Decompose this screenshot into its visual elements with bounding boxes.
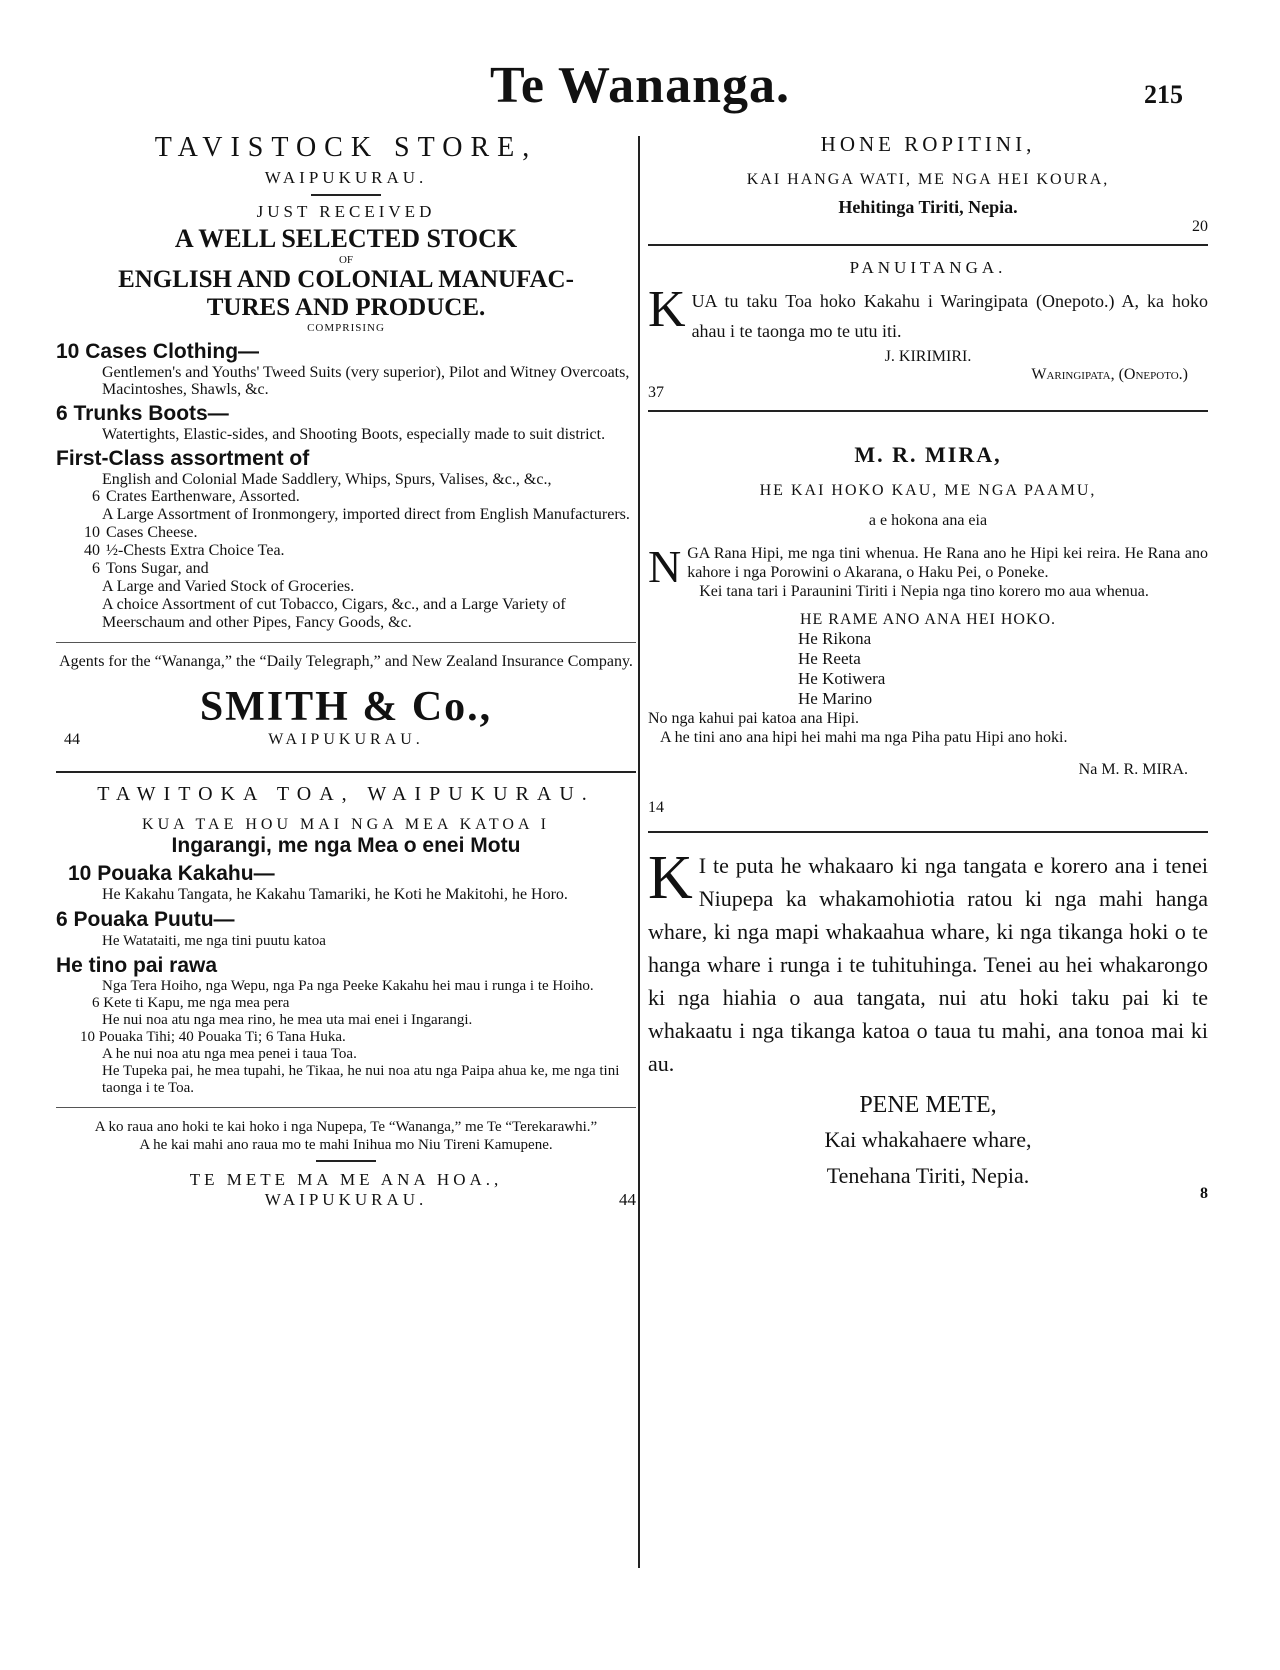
list-item: 10 Pouaka Tihi; 40 Pouaka Ti; 6 Tana Huka. [80,1029,346,1045]
masthead-title: Te Wananga. [489,57,791,114]
notice-body: KUA tu taku Toa hoko Kakahu i Waringipata (Onepoto.) A, ka hoko ahau i te taonga mo te utu iti. [648,281,1208,341]
tavistock-advert [56,132,636,753]
signature: J. KIRIMIRI. [884,348,972,365]
list-item: He Marino [798,689,873,708]
boots-details: Watertights, Elastic-sides, and Shooting Boots, especially made to suit district. [102,426,606,443]
advertiser-name: M. R. MIRA, [854,442,1002,467]
saddlery-details: Nga Tera Hoiho, nga Wepu, nga Pa nga Peeke Kakahu hei mau i runga i te Hoiho. [102,978,594,994]
list-item: A Large Assortment of Ironmongery, imported direct from English Manufacturers. [102,506,630,523]
section-rule [56,771,636,773]
advertiser-name: PENE METE, [859,1092,997,1118]
clothing-details: Gentlemen's and Youths' Tweed Suits (very superior), Pilot and Witney Overcoats, Macintoshes, Shawls, &c. [102,364,630,398]
rule [311,194,381,196]
list-item: He Rikona [798,629,872,648]
english-colonial-line2: TURES AND PRODUCE. [206,294,486,321]
store-name: TAVISTOCK STORE, [154,132,538,163]
signature: Na M. R. MIRA. [1078,761,1188,778]
list-item: He Reeta [798,649,861,668]
clothing-details: He Kakahu Tangata, he Kakahu Tamariki, he Koti he Makitohi, he Horo. [102,886,568,903]
boots-details: He Watataiti, me nga tini puutu katoa [102,933,326,949]
list-item: He Kotiwera [798,669,886,688]
page-number: 215 [1144,80,1183,109]
mira-flocks: No nga kahui pai katoa ana Hipi. [648,710,860,727]
boots-heading: 6 Pouaka Puutu— [56,908,235,931]
list-item: 6 Crates Earthenware, Assorted. [92,488,300,505]
just-received: JUST RECEIVED [256,202,436,221]
signature: TE METE MA ME ANA HOA., [189,1170,503,1189]
section-rule [648,831,1208,833]
saddlery-details: English and Colonial Made Saddlery, Whips, Spurs, Valises, &c., &c., [102,471,552,488]
ropitini-advert [648,132,1208,236]
ingarangi-line: Ingarangi, me nga Mea o enei Motu [171,834,521,857]
store-name: TAWITOKA TOA, WAIPUKURAU. [97,783,595,805]
left-column [56,132,636,1214]
list-item: 40 ½-Chests Extra Choice Tea. [84,542,285,559]
advertiser-name: HONE ROPITINI, [820,132,1036,156]
rule [56,642,636,643]
trade-line: Kai whakahaere whare, [824,1127,1032,1152]
advert-number: 37 [648,384,664,401]
mira-sheep: A he tini ano ana hipi hei mahi ma nga Piha patu Hipi ano hoki. [660,729,1068,746]
drop-cap: N [648,541,682,592]
trade-line: HE KAI HOKO KAU, ME NGA PAAMU, [759,482,1097,499]
advert-number: 20 [1192,218,1208,235]
arrived-line: KUA TAE HOU MAI NGA MEA KATOA I [142,816,550,833]
advert-number: 8 [1200,1185,1208,1202]
tawitoka-advert [56,783,636,1214]
mete-advert [648,844,1208,1203]
quality-heading: He tino pai rawa [56,954,218,977]
advert-number: 44 [64,731,80,748]
insurance-agents: A he kai mahi ano raua mo te mahi Inihua mo Niu Tireni Kamupene. [139,1137,553,1153]
mira-body-2: Kei tana tari i Paraunini Tiriti i Nepia nga tino korero mo aua whenua. [699,583,1149,600]
advert-number: 14 [648,799,664,816]
goods-list [56,488,636,632]
section-rule [648,244,1208,246]
store-place: WAIPUKURAU. [264,168,428,187]
signature-place: WAIPUKURAU. [264,1190,428,1209]
address-line: Tenehana Tiriti, Nepia. [826,1163,1030,1188]
mira-body: NGA Rana Hipi, me nga tini whenua. He Rana ano he Hipi kei reira. He Rana ano kahore i nga Porowini o Akarana, o Haku Pei, o Poneke. [648,541,1208,592]
english-colonial-line1: ENGLISH AND COLONIAL MANUFAC- [118,266,574,293]
advert-number: 44 [619,1190,636,1209]
boots-heading: 6 Trunks Boots— [56,402,229,425]
mete-body: K I te puta he whakaaro ki nga tangata e korero ana i tenei Niupepa ka whakamohiotia ratou ki nga mahi hanga whare, ki nga mapi whakaahua whare, ki nga tikanga hoki o te hanga whare i runga i te tuhituhinga. Tenei au hei whakarongo ki nga hiahia o aua tangata, nui atu hoki taku pai ki te whakaatu i nga tikanga katoa o taua tu mahi, ana tonoa mai ki au. [648,844,1208,1076]
assortment-heading: First-Class assortment of [56,447,310,470]
list-item: A choice Assortment of cut Tobacco, Cigars, &c., and a Large Variety of Meerschaum and other Pipes, Fancy Goods, &c. [102,596,566,631]
rule [316,1160,376,1162]
list-item: A he nui noa atu nga mea penei i taua Toa. [102,1046,357,1062]
rams-list [648,629,1208,709]
list-item: 6 Tons Sugar, and [92,560,209,577]
mira-advert [648,442,1208,817]
section-rule [648,410,1208,412]
signature-footer [56,1190,636,1214]
list-item: He nui noa atu nga mea rino, he mea uta mai enei i Ingarangi. [102,1012,473,1028]
comprising-label: COMPRISING [307,322,385,334]
firm-footer [56,731,636,753]
rams-heading: HE RAME ANO ANA HEI HOKO. [799,611,1057,628]
firm-name: SMITH & Co., [199,684,493,730]
notice-title: PANUITANGA. [849,258,1007,277]
right-column [648,132,1208,1203]
agents-note: Agents for the “Wananga,” the “Daily Telegraph,” and New Zealand Insurance Company. [59,653,633,670]
column-divider [638,136,640,1568]
firm-place: WAIPUKURAU. [268,731,424,748]
newspaper-agents: A ko raua ano hoki te kai hoko i nga Nupepa, Te “Wananga,” me Te “Terekarawhi.” [94,1119,598,1135]
trade-line: KAI HANGA WATI, ME NGA HEI KOURA, [746,171,1110,188]
of-label: OF [338,254,354,266]
list-item: He Tupeka pai, he mea tupahi, he Tikaa, he nui noa atu nga Paipa ahua ke, me nga tini taonga i te Toa. [102,1063,620,1096]
list-item: A Large and Varied Stock of Groceries. [102,578,355,595]
address-line: Hehitinga Tiriti, Nepia. [838,197,1018,217]
list-item: 10 Cases Cheese. [84,524,198,541]
drop-cap: K [648,281,686,338]
list-item: 6 Kete ti Kapu, me nga mea pera [92,995,290,1011]
panuitanga-advert [648,258,1208,402]
drop-cap: K [648,844,693,912]
stock-heading: A WELL SELECTED STOCK [174,224,518,253]
signature-place: Waringipata, (Onepoto.) [1031,366,1188,383]
clothing-heading: 10 Cases Clothing— [56,340,260,363]
rule [56,1107,636,1108]
clothing-heading: 10 Pouaka Kakahu— [68,862,275,885]
subtitle: a e hokona ana eia [868,512,988,529]
